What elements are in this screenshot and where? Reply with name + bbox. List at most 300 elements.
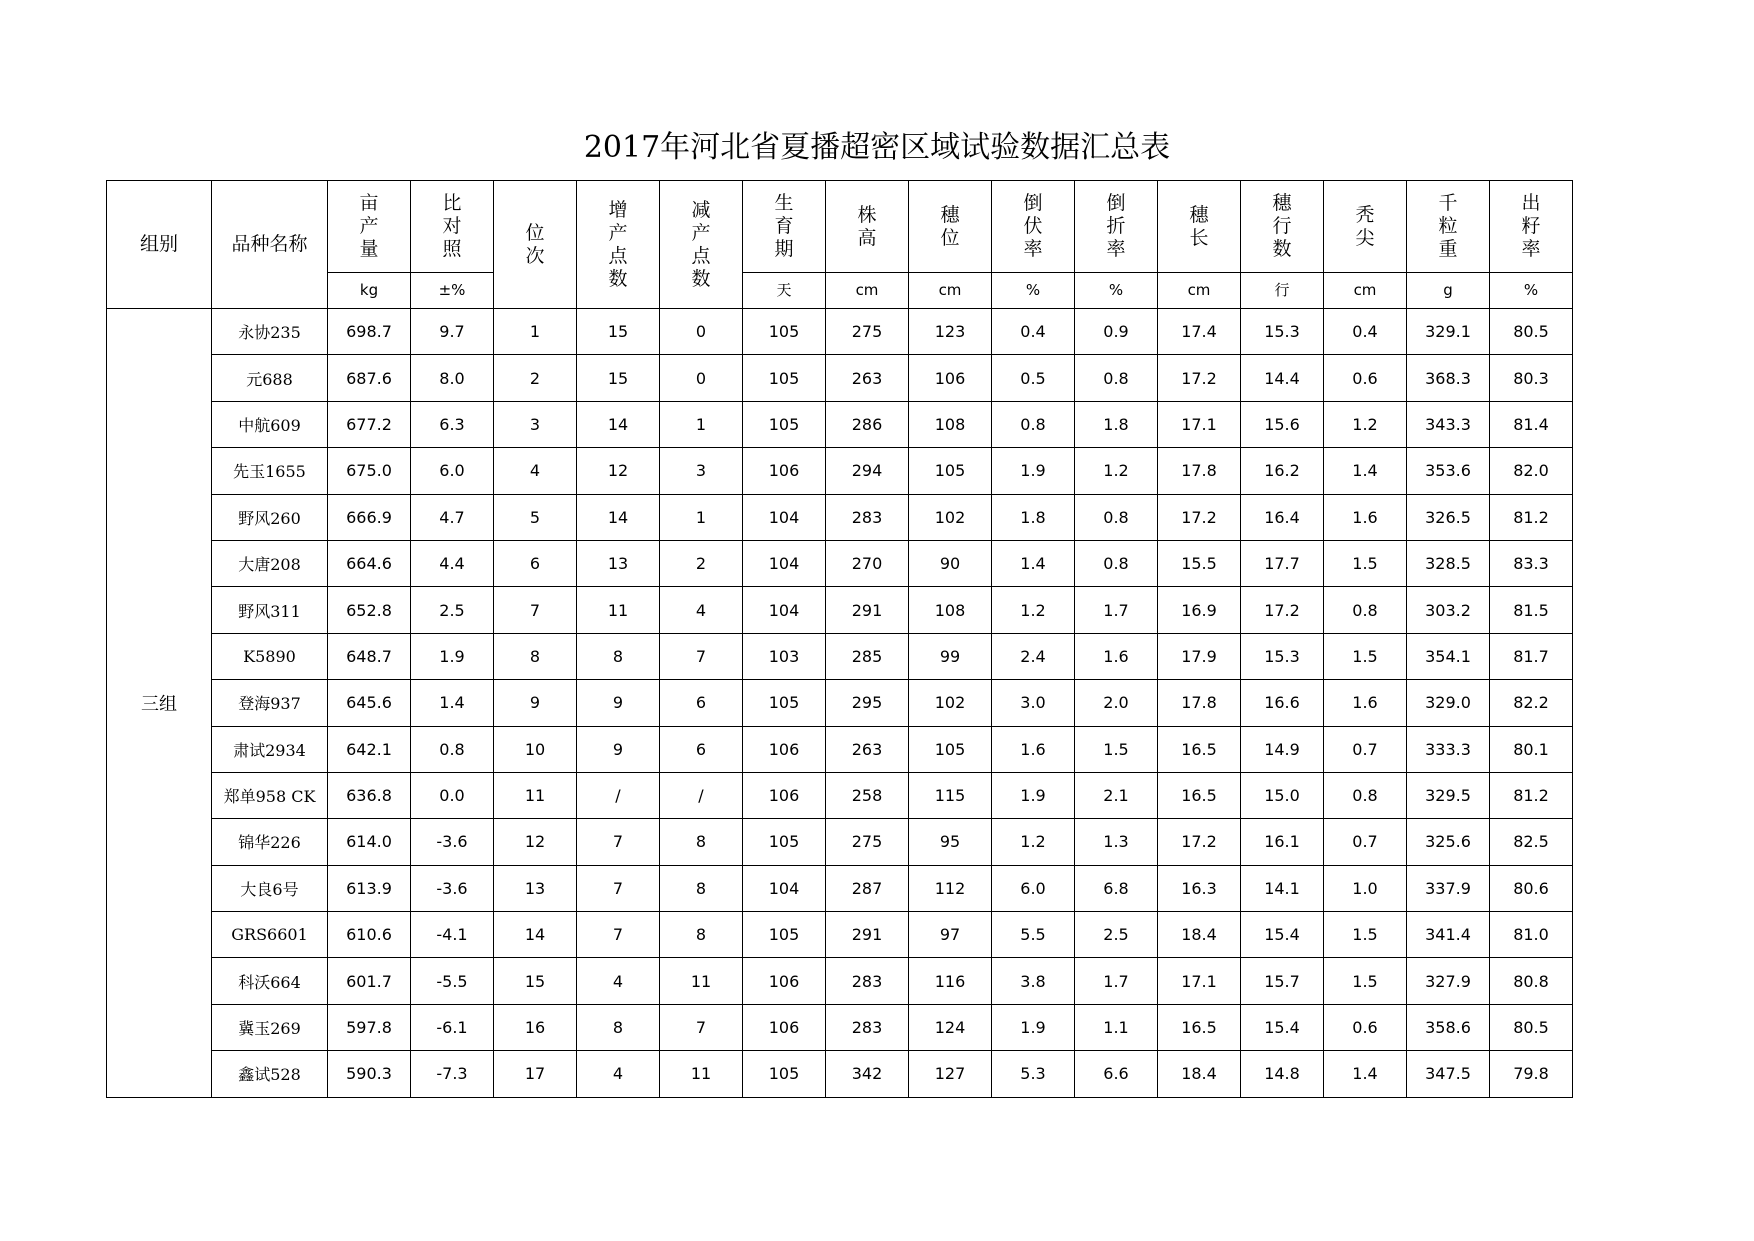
data-cell: 82.5 <box>1490 819 1573 865</box>
data-cell: 1.5 <box>1324 540 1407 586</box>
data-cell: 368.3 <box>1407 355 1490 401</box>
data-cell: 14.9 <box>1241 726 1324 772</box>
data-cell: -3.6 <box>411 819 494 865</box>
table-body <box>107 309 1573 1098</box>
data-cell: -4.1 <box>411 912 494 958</box>
data-cell: 1.4 <box>1324 1051 1407 1097</box>
variety-name-cell: 肃试2934 <box>212 726 328 772</box>
unit-cell: cm <box>1324 273 1407 309</box>
data-cell: 16.2 <box>1241 448 1324 494</box>
data-cell: 303.2 <box>1407 587 1490 633</box>
data-cell: 3.0 <box>992 680 1075 726</box>
unit-cell: % <box>1075 273 1158 309</box>
data-cell: 263 <box>826 355 909 401</box>
data-cell: 17.2 <box>1158 494 1241 540</box>
data-cell: 358.6 <box>1407 1004 1490 1050</box>
data-cell: 666.9 <box>328 494 411 540</box>
data-cell: -3.6 <box>411 865 494 911</box>
data-cell: 342 <box>826 1051 909 1097</box>
data-cell: 2.4 <box>992 633 1075 679</box>
data-cell: 3 <box>494 401 577 447</box>
data-cell: 6 <box>660 726 743 772</box>
data-cell: 80.1 <box>1490 726 1573 772</box>
data-cell: 0.5 <box>992 355 1075 401</box>
data-cell: 0.8 <box>992 401 1075 447</box>
header-rank: 位 次 <box>494 181 577 309</box>
data-cell: 8 <box>660 819 743 865</box>
data-cell: 1 <box>660 494 743 540</box>
data-cell: 275 <box>826 309 909 355</box>
variety-name-cell: 先玉1655 <box>212 448 328 494</box>
header-increase-sites: 增 产 点 数 <box>577 181 660 309</box>
data-cell: 112 <box>909 865 992 911</box>
data-cell: 2 <box>660 540 743 586</box>
unit-cell: % <box>1490 273 1573 309</box>
variety-name-cell: 元688 <box>212 355 328 401</box>
data-cell: 1.5 <box>1324 912 1407 958</box>
data-cell: 263 <box>826 726 909 772</box>
data-cell: 3 <box>660 448 743 494</box>
data-cell: 79.8 <box>1490 1051 1573 1097</box>
data-cell: 8 <box>577 1004 660 1050</box>
data-cell: 590.3 <box>328 1051 411 1097</box>
data-cell: 1.6 <box>1324 680 1407 726</box>
data-cell: 17.9 <box>1158 633 1241 679</box>
data-cell: 0.8 <box>1075 494 1158 540</box>
unit-cell: 行 <box>1241 273 1324 309</box>
data-cell: 1.5 <box>1324 958 1407 1004</box>
data-cell: 9 <box>494 680 577 726</box>
data-cell: 8 <box>660 865 743 911</box>
data-cell: 15.7 <box>1241 958 1324 1004</box>
table-row <box>107 865 1573 911</box>
unit-cell: cm <box>1158 273 1241 309</box>
data-cell: 16 <box>494 1004 577 1050</box>
header-lodging-rate: 倒 伏 率 <box>992 181 1075 273</box>
data-cell: 325.6 <box>1407 819 1490 865</box>
data-cell: 6.3 <box>411 401 494 447</box>
data-cell: 4.4 <box>411 540 494 586</box>
data-cell: 1.9 <box>992 772 1075 818</box>
data-cell: 283 <box>826 494 909 540</box>
data-cell: 17 <box>494 1051 577 1097</box>
data-cell: 17.8 <box>1158 680 1241 726</box>
data-cell: 106 <box>743 958 826 1004</box>
data-cell: 17.8 <box>1158 448 1241 494</box>
variety-name-cell: 科沃664 <box>212 958 328 1004</box>
data-cell: 285 <box>826 633 909 679</box>
header-ear-height: 穗 位 <box>909 181 992 273</box>
data-cell: 80.8 <box>1490 958 1573 1004</box>
table-row <box>107 309 1573 355</box>
data-cell: 81.2 <box>1490 772 1573 818</box>
data-cell: 6.0 <box>992 865 1075 911</box>
data-cell: 99 <box>909 633 992 679</box>
data-cell: 1.4 <box>411 680 494 726</box>
data-cell: 5 <box>494 494 577 540</box>
data-cell: 597.8 <box>328 1004 411 1050</box>
data-cell: 15.4 <box>1241 1004 1324 1050</box>
data-cell: 1.6 <box>1324 494 1407 540</box>
data-cell: / <box>660 772 743 818</box>
data-cell: 123 <box>909 309 992 355</box>
data-cell: 642.1 <box>328 726 411 772</box>
data-cell: 127 <box>909 1051 992 1097</box>
data-cell: 16.3 <box>1158 865 1241 911</box>
data-cell: 283 <box>826 958 909 1004</box>
data-cell: 17.1 <box>1158 401 1241 447</box>
data-cell: 15 <box>494 958 577 1004</box>
data-cell: 1 <box>660 401 743 447</box>
data-cell: 106 <box>743 726 826 772</box>
data-cell: 0.4 <box>1324 309 1407 355</box>
data-cell: 10 <box>494 726 577 772</box>
data-cell: 105 <box>743 1051 826 1097</box>
data-cell: 90 <box>909 540 992 586</box>
table-row <box>107 726 1573 772</box>
data-cell: 102 <box>909 680 992 726</box>
data-cell: 341.4 <box>1407 912 1490 958</box>
data-cell: 81.4 <box>1490 401 1573 447</box>
unit-cell: g <box>1407 273 1490 309</box>
data-cell: 14.8 <box>1241 1051 1324 1097</box>
data-cell: 105 <box>743 819 826 865</box>
data-cell: 82.0 <box>1490 448 1573 494</box>
data-cell: 6.6 <box>1075 1051 1158 1097</box>
header-row <box>107 181 1573 273</box>
data-cell: 329.0 <box>1407 680 1490 726</box>
data-cell: 675.0 <box>328 448 411 494</box>
unit-cell: kg <box>328 273 411 309</box>
data-cell: 12 <box>494 819 577 865</box>
data-cell: 337.9 <box>1407 865 1490 911</box>
data-cell: 610.6 <box>328 912 411 958</box>
data-cell: 9 <box>577 726 660 772</box>
header-kernel-weight: 千 粒 重 <box>1407 181 1490 273</box>
data-cell: 0.4 <box>992 309 1075 355</box>
table-row <box>107 401 1573 447</box>
data-cell: 1.4 <box>992 540 1075 586</box>
data-cell: 287 <box>826 865 909 911</box>
data-cell: 1.5 <box>1075 726 1158 772</box>
variety-name-cell: 大唐208 <box>212 540 328 586</box>
data-cell: 7 <box>660 633 743 679</box>
data-cell: 108 <box>909 401 992 447</box>
data-cell: 12 <box>577 448 660 494</box>
header-vs-check: 比 对 照 <box>411 181 494 273</box>
data-cell: 1.7 <box>1075 587 1158 633</box>
data-cell: 82.2 <box>1490 680 1573 726</box>
variety-name-cell: 野风311 <box>212 587 328 633</box>
data-cell: 8 <box>494 633 577 679</box>
data-cell: 1.9 <box>992 1004 1075 1050</box>
data-cell: 16.5 <box>1158 772 1241 818</box>
data-cell: 1.2 <box>1075 448 1158 494</box>
data-cell: 1.0 <box>1324 865 1407 911</box>
table-row <box>107 587 1573 633</box>
data-cell: 80.5 <box>1490 309 1573 355</box>
data-cell: 652.8 <box>328 587 411 633</box>
data-cell: 6 <box>494 540 577 586</box>
data-cell: 14 <box>494 912 577 958</box>
data-cell: 601.7 <box>328 958 411 1004</box>
data-cell: 5.5 <box>992 912 1075 958</box>
unit-cell: % <box>992 273 1075 309</box>
table-row <box>107 772 1573 818</box>
data-cell: 16.9 <box>1158 587 1241 633</box>
data-cell: 2.5 <box>411 587 494 633</box>
data-cell: 83.3 <box>1490 540 1573 586</box>
data-cell: 9.7 <box>411 309 494 355</box>
data-cell: 6 <box>660 680 743 726</box>
data-cell: 270 <box>826 540 909 586</box>
data-cell: 4 <box>577 1051 660 1097</box>
header-yield: 亩 产 量 <box>328 181 411 273</box>
data-cell: 104 <box>743 587 826 633</box>
data-cell: 294 <box>826 448 909 494</box>
data-cell: 0.6 <box>1324 1004 1407 1050</box>
data-cell: 16.1 <box>1241 819 1324 865</box>
header-plant-height: 株 高 <box>826 181 909 273</box>
data-cell: 3.8 <box>992 958 1075 1004</box>
data-cell: 327.9 <box>1407 958 1490 1004</box>
data-cell: 0.9 <box>1075 309 1158 355</box>
data-cell: 677.2 <box>328 401 411 447</box>
data-cell: 104 <box>743 494 826 540</box>
data-cell: 80.5 <box>1490 1004 1573 1050</box>
data-cell: 5.3 <box>992 1051 1075 1097</box>
data-cell: 0 <box>660 309 743 355</box>
data-cell: 15 <box>577 309 660 355</box>
table-row <box>107 633 1573 679</box>
variety-name-cell: 大良6号 <box>212 865 328 911</box>
data-cell: 1.3 <box>1075 819 1158 865</box>
data-cell: 1.6 <box>992 726 1075 772</box>
data-cell: 1.2 <box>992 587 1075 633</box>
data-cell: 645.6 <box>328 680 411 726</box>
table-row <box>107 355 1573 401</box>
data-cell: 15 <box>577 355 660 401</box>
data-cell: 104 <box>743 865 826 911</box>
data-cell: 116 <box>909 958 992 1004</box>
data-cell: 1.4 <box>1324 448 1407 494</box>
data-cell: 17.7 <box>1241 540 1324 586</box>
data-cell: 102 <box>909 494 992 540</box>
variety-name-cell: 郑单958 CK <box>212 772 328 818</box>
header-shelling-rate: 出 籽 率 <box>1490 181 1573 273</box>
data-cell: 1.9 <box>411 633 494 679</box>
data-cell: 1.9 <box>992 448 1075 494</box>
header-variety: 品种名称 <box>212 181 328 309</box>
table-row <box>107 819 1573 865</box>
group-cell: 三组 <box>107 309 212 1098</box>
header-bald-tip: 秃 尖 <box>1324 181 1407 273</box>
table-row <box>107 494 1573 540</box>
data-cell: 11 <box>660 958 743 1004</box>
data-cell: 1.2 <box>992 819 1075 865</box>
unit-cell: cm <box>909 273 992 309</box>
data-cell: 0.8 <box>1075 540 1158 586</box>
data-cell: 11 <box>494 772 577 818</box>
data-cell: 1.5 <box>1324 633 1407 679</box>
data-cell: 17.2 <box>1158 355 1241 401</box>
data-cell: 106 <box>743 772 826 818</box>
data-cell: 329.5 <box>1407 772 1490 818</box>
header-rows-per-ear: 穗 行 数 <box>1241 181 1324 273</box>
data-cell: 2.0 <box>1075 680 1158 726</box>
data-cell: 11 <box>577 587 660 633</box>
data-cell: 328.5 <box>1407 540 1490 586</box>
data-cell: 0.0 <box>411 772 494 818</box>
trial-data-table <box>106 180 1573 1098</box>
data-cell: 1.2 <box>1324 401 1407 447</box>
data-cell: 648.7 <box>328 633 411 679</box>
data-cell: 15.4 <box>1241 912 1324 958</box>
data-cell: 1.8 <box>992 494 1075 540</box>
variety-name-cell: 永协235 <box>212 309 328 355</box>
data-cell: 4 <box>494 448 577 494</box>
data-cell: 7 <box>577 912 660 958</box>
data-cell: 1 <box>494 309 577 355</box>
data-cell: 106 <box>743 448 826 494</box>
header-group: 组别 <box>107 181 212 309</box>
data-cell: 1.7 <box>1075 958 1158 1004</box>
data-cell: 295 <box>826 680 909 726</box>
data-cell: 353.6 <box>1407 448 1490 494</box>
data-cell: 105 <box>909 726 992 772</box>
data-cell: 1.6 <box>1075 633 1158 679</box>
data-cell: 124 <box>909 1004 992 1050</box>
table-row <box>107 540 1573 586</box>
variety-name-cell: 锦华226 <box>212 819 328 865</box>
data-cell: 4 <box>660 587 743 633</box>
data-cell: 7 <box>577 865 660 911</box>
table-row <box>107 912 1573 958</box>
data-cell: 11 <box>660 1051 743 1097</box>
data-cell: 8.0 <box>411 355 494 401</box>
data-cell: 105 <box>743 680 826 726</box>
data-cell: 15.3 <box>1241 633 1324 679</box>
data-cell: 0.8 <box>1324 772 1407 818</box>
data-cell: 2.5 <box>1075 912 1158 958</box>
variety-name-cell: K5890 <box>212 633 328 679</box>
variety-name-cell: 鑫试528 <box>212 1051 328 1097</box>
data-cell: 16.5 <box>1158 1004 1241 1050</box>
data-cell: 2.1 <box>1075 772 1158 818</box>
data-cell: 105 <box>743 309 826 355</box>
table-row <box>107 1051 1573 1097</box>
data-cell: 14 <box>577 494 660 540</box>
data-cell: 16.6 <box>1241 680 1324 726</box>
header-breakage-rate: 倒 折 率 <box>1075 181 1158 273</box>
data-cell: 97 <box>909 912 992 958</box>
data-cell: 103 <box>743 633 826 679</box>
table-row <box>107 448 1573 494</box>
data-cell: 329.1 <box>1407 309 1490 355</box>
data-cell: 347.5 <box>1407 1051 1490 1097</box>
data-cell: 326.5 <box>1407 494 1490 540</box>
data-cell: 7 <box>660 1004 743 1050</box>
data-cell: 15.5 <box>1158 540 1241 586</box>
data-cell: 17.4 <box>1158 309 1241 355</box>
data-cell: 81.2 <box>1490 494 1573 540</box>
page-title: 2017年河北省夏播超密区域试验数据汇总表 <box>583 130 1171 165</box>
data-cell: 291 <box>826 587 909 633</box>
data-cell: 105 <box>743 401 826 447</box>
table-row <box>107 680 1573 726</box>
variety-name-cell: 中航609 <box>212 401 328 447</box>
data-cell: 613.9 <box>328 865 411 911</box>
data-cell: 6.8 <box>1075 865 1158 911</box>
data-cell: 258 <box>826 772 909 818</box>
data-cell: 13 <box>494 865 577 911</box>
data-cell: 115 <box>909 772 992 818</box>
data-cell: 275 <box>826 819 909 865</box>
data-cell: 0.7 <box>1324 726 1407 772</box>
data-cell: 354.1 <box>1407 633 1490 679</box>
data-cell: 14 <box>577 401 660 447</box>
table-row <box>107 958 1573 1004</box>
data-cell: 614.0 <box>328 819 411 865</box>
unit-cell: 天 <box>743 273 826 309</box>
data-cell: 81.0 <box>1490 912 1573 958</box>
data-cell: 81.5 <box>1490 587 1573 633</box>
data-cell: 104 <box>743 540 826 586</box>
unit-cell: ±% <box>411 273 494 309</box>
data-cell: 105 <box>909 448 992 494</box>
data-cell: 108 <box>909 587 992 633</box>
data-cell: -6.1 <box>411 1004 494 1050</box>
data-cell: 0.6 <box>1324 355 1407 401</box>
data-cell: 13 <box>577 540 660 586</box>
data-cell: 80.3 <box>1490 355 1573 401</box>
data-cell: 15.3 <box>1241 309 1324 355</box>
data-cell: -5.5 <box>411 958 494 1004</box>
data-cell: 291 <box>826 912 909 958</box>
data-cell: 7 <box>494 587 577 633</box>
data-cell: 0.7 <box>1324 819 1407 865</box>
variety-name-cell: 野风260 <box>212 494 328 540</box>
data-cell: 16.5 <box>1158 726 1241 772</box>
data-cell: 0.8 <box>1075 355 1158 401</box>
data-cell: 17.2 <box>1241 587 1324 633</box>
data-cell: 81.7 <box>1490 633 1573 679</box>
data-cell: 343.3 <box>1407 401 1490 447</box>
data-cell: 95 <box>909 819 992 865</box>
data-cell: 1.1 <box>1075 1004 1158 1050</box>
variety-name-cell: GRS6601 <box>212 912 328 958</box>
data-cell: 80.6 <box>1490 865 1573 911</box>
data-cell: 6.0 <box>411 448 494 494</box>
variety-name-cell: 登海937 <box>212 680 328 726</box>
data-cell: 14.4 <box>1241 355 1324 401</box>
data-cell: 4.7 <box>411 494 494 540</box>
data-cell: 698.7 <box>328 309 411 355</box>
data-cell: 105 <box>743 355 826 401</box>
data-cell: 106 <box>743 1004 826 1050</box>
data-cell: 9 <box>577 680 660 726</box>
header-decrease-sites: 减 产 点 数 <box>660 181 743 309</box>
data-cell: 14.1 <box>1241 865 1324 911</box>
table-row <box>107 1004 1573 1050</box>
data-cell: 286 <box>826 401 909 447</box>
data-cell: 8 <box>660 912 743 958</box>
data-cell: 15.0 <box>1241 772 1324 818</box>
data-cell: 283 <box>826 1004 909 1050</box>
data-cell: 0.8 <box>411 726 494 772</box>
data-cell: 636.8 <box>328 772 411 818</box>
data-cell: / <box>577 772 660 818</box>
